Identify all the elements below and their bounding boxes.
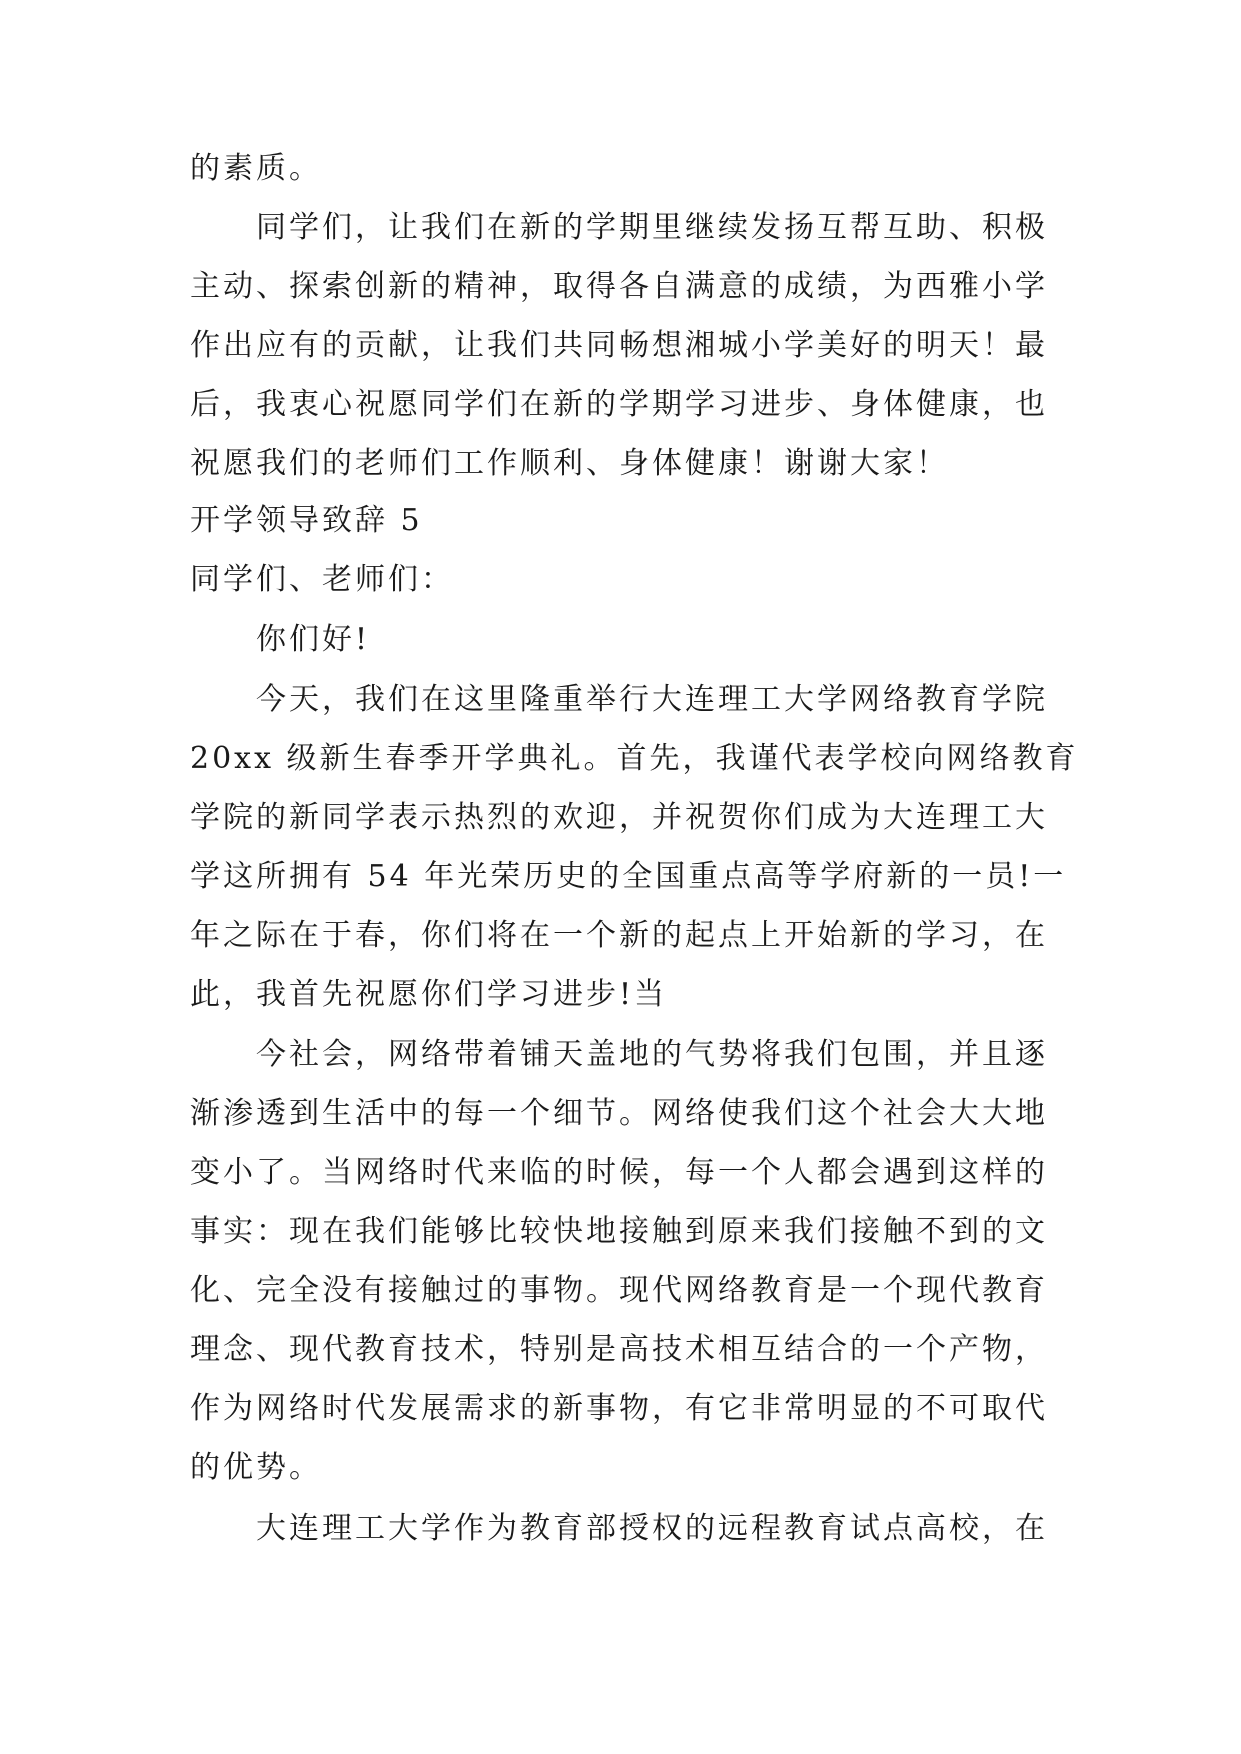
text-line: 的素质。 (190, 151, 322, 186)
salutation: 同学们、老师们： (190, 562, 454, 597)
text-line: 20xx 级新生春季开学典礼。首先，我谨代表学校向网络教育 (190, 741, 1079, 776)
text-line: 此，我首先祝愿你们学习进步!当 (190, 977, 668, 1012)
text-line: 祝愿我们的老师们工作顺利、身体健康！谢谢大家！ (190, 446, 949, 481)
text-line: 主动、探索创新的精神，取得各自满意的成绩，为西雅小学 (190, 269, 1048, 304)
paragraph-start: 今社会，网络带着铺天盖地的气势将我们包围，并且逐 (256, 1037, 1048, 1072)
paragraph-start: 同学们，让我们在新的学期里继续发扬互帮互助、积极 (256, 210, 1048, 245)
text-line: 事实：现在我们能够比较快地接触到原来我们接触不到的文 (190, 1214, 1048, 1249)
text-line: 后，我衷心祝愿同学们在新的学期学习进步、身体健康，也 (190, 387, 1048, 422)
section-heading: 开学领导致辞 5 (190, 503, 423, 538)
text-line: 作为网络时代发展需求的新事物，有它非常明显的不可取代 (190, 1391, 1048, 1426)
text-line: 年之际在于春，你们将在一个新的起点上开始新的学习，在 (190, 918, 1048, 953)
text-line: 化、完全没有接触过的事物。现代网络教育是一个现代教育 (190, 1273, 1048, 1308)
greeting: 你们好! (256, 622, 371, 657)
text-line: 渐渗透到生活中的每一个细节。网络使我们这个社会大大地 (190, 1096, 1048, 1131)
text-line: 作出应有的贡献，让我们共同畅想湘城小学美好的明天！最 (190, 328, 1048, 363)
text-line: 变小了。当网络时代来临的时候，每一个人都会遇到这样的 (190, 1155, 1048, 1190)
text-line: 理念、现代教育技术，特别是高技术相互结合的一个产物， (190, 1332, 1048, 1367)
text-line: 学院的新同学表示热烈的欢迎，并祝贺你们成为大连理工大 (190, 800, 1048, 835)
text-line: 的优势。 (190, 1450, 322, 1485)
paragraph-start: 今天，我们在这里隆重举行大连理工大学网络教育学院 (256, 682, 1048, 717)
text-line: 学这所拥有 54 年光荣历史的全国重点高等学府新的一员!一 (190, 859, 1067, 894)
paragraph-start: 大连理工大学作为教育部授权的远程教育试点高校，在 (256, 1511, 1048, 1546)
